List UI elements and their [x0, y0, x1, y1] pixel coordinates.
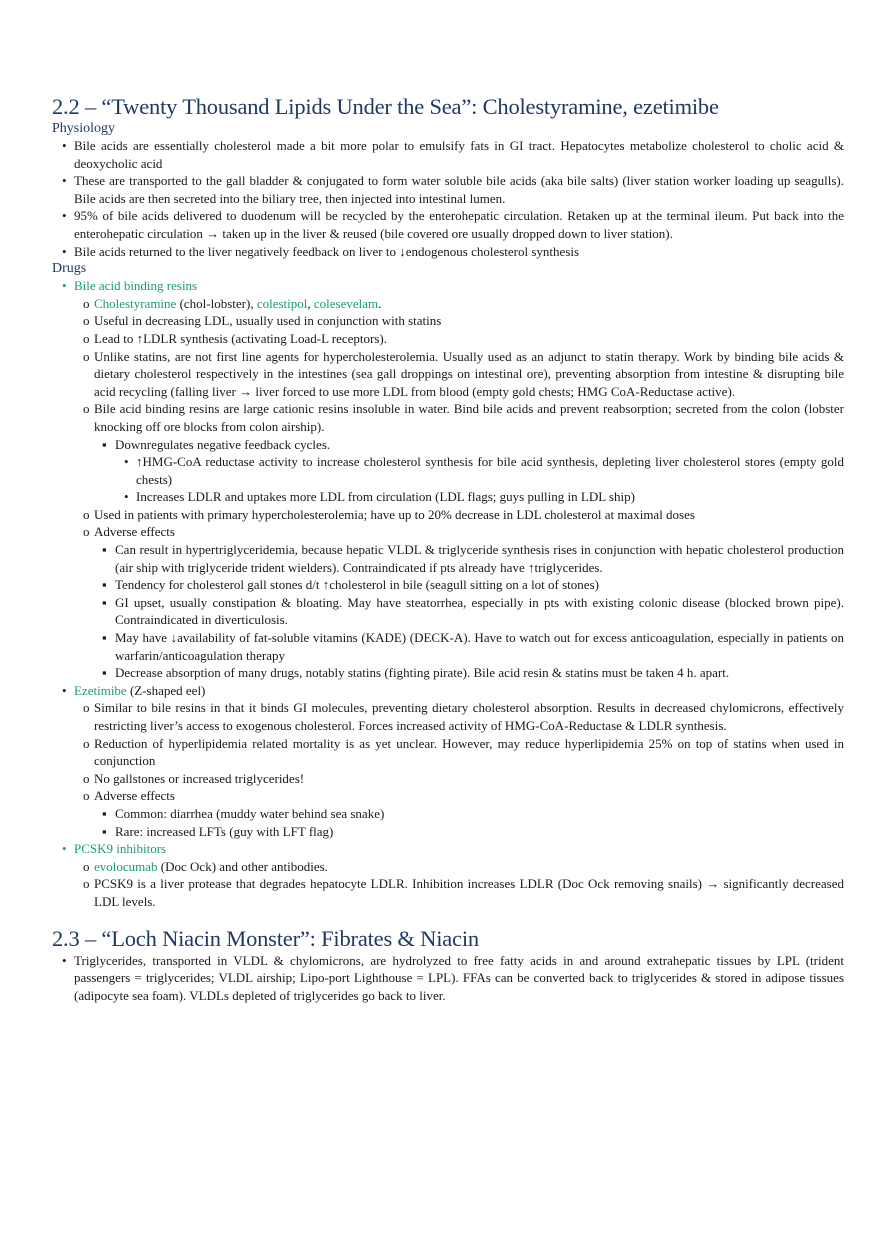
list-item: ▪ May have ↓availability of fat-soluble vitamins (KADE) (DECK-A). Have to watch out for excess anticoagulation, especially in patients on warfarin/anticoagulation therapy: [102, 630, 844, 663]
list-item: o Similar to bile resins in that it binds GI molecules, preventing dietary cholesterol absorption. Results in decreased chylomicrons, effectively restricting liver’s access to exogenous cholesterol. Forces increased activity of HMG-CoA-Reductase & LDLR synthesis.: [83, 700, 844, 733]
list-item: o PCSK9 is a liver protease that degrades hepatocyte LDLR. Inhibition increases LDLR (Doc Ock removing snails) → significantly decreased LDL levels.: [83, 876, 844, 909]
drugs-heading: Drugs: [52, 261, 87, 277]
list-item: o Lead to ↑LDLR synthesis (activating Load-L receptors).: [83, 330, 388, 346]
section-2-2-title: 2.2 – “Twenty Thousand Lipids Under the Sea”: Cholestyramine, ezetimibe: [52, 94, 719, 119]
document-page: [52, 93, 844, 1004]
list-item: o Unlike statins, are not first line agents for hypercholesterolemia. Usually used as an adjunct to statin therapy. Work by binding bile acids & dietary cholesterol respectively in the intestines (sea gall droppings on intestinal ore), preventing absorption from intestine & disrupting bile acid recycling (falling liver → liver forced to use more LDL from blood (empty gold chests; HMG CoA-Reductase active).: [83, 348, 844, 399]
list-item: • Increases LDLR and uptakes more LDL from circulation (LDL flags; guys pulling in LDL ship): [124, 489, 635, 505]
list-item: o Used in patients with primary hypercholesterolemia; have up to 20% decrease in LDL cholesterol at maximal doses: [83, 506, 695, 522]
list-item: • Bile acids returned to the liver negatively feedback on liver to ↓endogenous cholesterol synthesis: [62, 243, 580, 259]
list-item: • Bile acids are essentially cholesterol made a bit more polar to emulsify fats in GI tract. Hepatocytes metabolize cholesterol to cholic acid & deoxycholic acid: [62, 138, 844, 171]
list-item: • 95% of bile acids delivered to duodenum will be recycled by the enterohepatic circulation. Retaken up at the terminal ileum. Put back into the enterohepatic circulation → taken up in the liver & reused (bile covered ore usually dropped down to liver station).: [62, 208, 844, 241]
list-item: ▪ Tendency for cholesterol gall stones d/t ↑cholesterol in bile (seagull sitting on a lot of stones): [102, 577, 599, 593]
section-2-3-title: 2.3 – “Loch Niacin Monster”: Fibrates & Niacin: [52, 925, 479, 951]
pcsk9-heading: • PCSK9 inhibitors: [62, 841, 167, 857]
list-item: • These are transported to the gall bladder & conjugated to form water soluble bile acids (aka bile salts) (liver station worker loading up seagulls). Bile acids are then secreted into the biliary tree, then injected into intestinal lumen.: [62, 173, 844, 206]
list-item: o evolocumab (Doc Ock) and other antibodies.: [83, 858, 328, 874]
list-item: • ↑HMG-CoA reductase activity to increase cholesterol synthesis for bile acid synthesis, depleting liver cholesterol stores (empty gold chests): [124, 454, 844, 487]
list-item: o Useful in decreasing LDL, usually used in conjunction with statins: [83, 313, 442, 329]
list-item: ▪ Downregulates negative feedback cycles.: [102, 436, 331, 452]
list-item: o Reduction of hyperlipidemia related mortality is as yet unclear. However, may reduce hyperlipidemia 25% on top of statins when used in conjunction: [83, 735, 844, 769]
list-item: • Triglycerides, transported in VLDL & chylomicrons, are hydrolyzed to free fatty acids in and around extrahepatic tissues by LPL (trident passengers = triglycerides; VLDL airship; Lipo-port Lighthouse = LPL). FFAs can be converted back to triglycerides & stored in adipose tissues (adipocyte sea foam). VLDLs depleted of triglycerides go back to liver.: [62, 952, 844, 1003]
ezetimibe-ae-heading: o Adverse effects: [83, 788, 175, 804]
ezetimibe-heading: • Ezetimibe (Z-shaped eel): [62, 682, 206, 698]
resin-ae-heading: o Adverse effects: [83, 524, 175, 540]
list-item: ▪ Rare: increased LFTs (guy with LFT flag): [102, 823, 334, 839]
list-item: o No gallstones or increased triglycerides!: [83, 770, 305, 786]
list-item: ▪ Can result in hypertriglyceridemia, because hepatic VLDL & triglyceride synthesis rises in conjunction with hepatic cholesterol production (air ship with triglyceride trident wielders). Contraindicated if pts already have ↑triglycerides.: [102, 542, 844, 575]
list-item: o Bile acid binding resins are large cationic resins insoluble in water. Bind bile acids and prevent reabsorption; secreted from the colon (lobster knocking off ore blocks from colon airship).: [83, 401, 844, 434]
resins-heading: • Bile acid binding resins: [62, 278, 198, 294]
list-item: ▪ Decrease absorption of many drugs, notably statins (fighting pirate). Bile acid resin & statins must be taken 4 h. apart.: [102, 665, 730, 681]
list-item: ▪ GI upset, usually constipation & bloating. May have steatorrhea, especially in pts with existing colonic disease (blocked brown pipe). Contraindicated in diverticulosis.: [102, 594, 844, 628]
resin-drug-names: o Cholestyramine (chol-lobster), colestipol, colesevelam.: [83, 295, 382, 311]
physiology-heading: Physiology: [52, 121, 116, 136]
list-item: ▪ Common: diarrhea (muddy water behind sea snake): [102, 805, 385, 821]
